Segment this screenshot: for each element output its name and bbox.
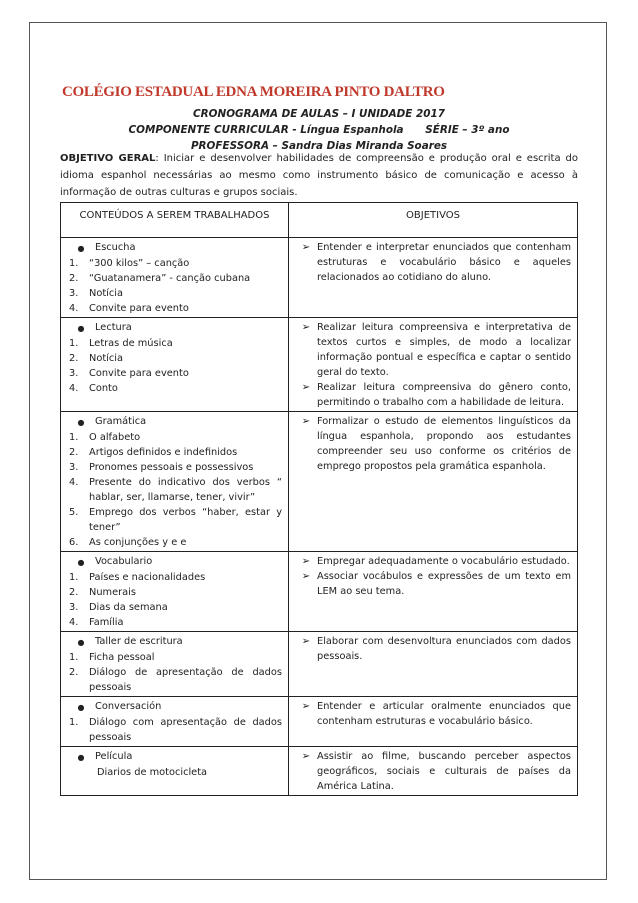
objective-item [295,320,571,380]
item-number: 3. [69,288,79,299]
item-text: “Guatanamera” - canção cubana [89,273,251,284]
item-number: 1. [69,652,79,663]
list-item [67,585,282,600]
list-item [67,366,282,381]
table-row [61,412,578,552]
content-list [67,570,282,630]
topic-line [67,749,282,765]
bullet-icon: ● [77,753,85,762]
item-number: 4. [69,383,79,394]
item-text: Notícia [89,288,123,299]
item-text: Notícia [89,353,123,364]
objectives-cell [289,697,578,747]
content-list [67,650,282,695]
item-text: As conjunções y e e [89,537,187,548]
general-objective [60,150,578,201]
school-name: COLÉGIO ESTADUAL EDNA MOREIRA PINTO DALTRO [62,84,445,100]
list-item [67,535,282,550]
item-number: 4. [69,303,79,314]
list-item [67,475,282,505]
table-row [61,318,578,412]
subject-line: COMPONENTE CURRICULAR - Língua Espanhola SÉRIE – 3º ano [128,124,510,136]
list-item [67,430,282,445]
item-text: Convite para evento [89,303,189,314]
item-text: Convite para evento [89,368,189,379]
list-item [67,650,282,665]
item-text: Letras de música [89,338,173,349]
table-row [61,747,578,796]
content-list [67,430,282,550]
arrow-bullet-icon: ➢ [301,322,311,333]
item-number: 5. [69,507,79,518]
topic-line [67,414,282,430]
list-item [67,351,282,366]
item-text: O alfabeto [89,432,141,443]
arrow-bullet-icon: ➢ [301,751,311,762]
item-number: 1. [69,572,79,583]
topic-title: Película [95,751,133,762]
item-number: 6. [69,537,79,548]
bullet-icon: ● [77,558,85,567]
item-number: 3. [69,462,79,473]
bullet-icon: ● [77,703,85,712]
content-cell [61,318,289,412]
objectives-cell [289,632,578,697]
item-number: 1. [69,432,79,443]
content-column-header: CONTEÚDOS A SEREM TRABALHADOS [61,203,289,238]
list-item [67,286,282,301]
objective-item [295,240,571,285]
topic-subtitle: Diarios de motocicleta [97,767,208,778]
topic-line [67,554,282,570]
item-number: 3. [69,602,79,613]
content-cell [61,412,289,552]
objective-text: Formalizar o estudo de elementos linguísticos da língua espanhola, propondo aos estudantes compreender seu uso conforme os critérios de emprego propostos pela gramática espanhola. [317,416,571,472]
item-text: Família [89,617,124,628]
objective-text: Associar vocábulos e expressões de um texto em LEM ao seu tema. [317,571,571,597]
bullet-icon: ● [77,244,85,253]
item-text: Presente do indicativo dos verbos “ hablar, ser, llamarse, tener, vivir” [89,477,282,503]
topic-title: Vocabulario [95,556,153,567]
item-text: Pronomes pessoais e possessivos [89,462,254,473]
arrow-bullet-icon: ➢ [301,636,311,647]
item-text: Conto [89,383,118,394]
bullet-icon: ● [77,324,85,333]
objective-text: Assistir ao filme, buscando perceber aspectos geográficos, sociais e culturais de países da América Latina. [317,751,571,792]
topic-title: Escucha [95,242,136,253]
item-number: 2. [69,667,79,678]
objectives-cell [289,238,578,318]
topic-title: Gramática [95,416,147,427]
topic-line [67,320,282,336]
item-text: Numerais [89,587,136,598]
objectives-cell [289,412,578,552]
item-number: 4. [69,617,79,628]
topic-title: Conversación [95,701,162,712]
arrow-bullet-icon: ➢ [301,416,311,427]
topic-title: Lectura [95,322,132,333]
list-item [67,570,282,585]
list-item [67,271,282,286]
objective-text: Entender e articular oralmente enunciados que contenham estruturas e vocabulário básico. [317,701,571,727]
list-item [67,381,282,396]
item-number: 3. [69,368,79,379]
list-item [67,445,282,460]
objective-item [295,749,571,794]
item-number: 2. [69,587,79,598]
objective-text: Realizar leitura compreensiva do gênero conto, permitindo o trabalho com a habilidade de leitura. [317,382,571,408]
objective-text: Elaborar com desenvoltura enunciados com dados pessoais. [317,636,571,662]
bullet-icon: ● [77,418,85,427]
general-objective-label: OBJETIVO GERAL [60,153,156,164]
table-row [61,697,578,747]
content-cell [61,747,289,796]
item-text: Artigos definidos e indefinidos [89,447,238,458]
arrow-bullet-icon: ➢ [301,382,311,393]
list-item [67,336,282,351]
content-list [67,336,282,396]
content-cell [61,238,289,318]
item-number: 2. [69,447,79,458]
item-text: Diálogo com apresentação de dados pessoais [89,717,282,743]
item-number: 1. [69,717,79,728]
content-cell [61,632,289,697]
list-item [67,460,282,475]
content-cell [61,552,289,632]
list-item [67,715,282,745]
arrow-bullet-icon: ➢ [301,701,311,712]
objectives-cell [289,552,578,632]
arrow-bullet-icon: ➢ [301,571,311,582]
item-text: Emprego dos verbos “haber, estar y tener” [89,507,282,533]
list-item [67,256,282,271]
objective-item [295,634,571,664]
item-text: Países e nacionalidades [89,572,206,583]
content-list [67,256,282,316]
bullet-icon: ● [77,638,85,647]
topic-title: Taller de escritura [95,636,183,647]
objective-item [295,380,571,410]
list-item [67,600,282,615]
objective-item [295,554,571,569]
item-text: Diálogo de apresentação de dados pessoais [89,667,282,693]
table-row [61,552,578,632]
item-number: 2. [69,353,79,364]
list-item [67,615,282,630]
schedule-title: CRONOGRAMA DE AULAS – I UNIDADE 2017 [193,108,445,120]
topic-line [67,240,282,256]
item-text: Ficha pessoal [89,652,155,663]
list-item [67,301,282,316]
objective-item [295,414,571,474]
item-number: 2. [69,273,79,284]
objective-text: Empregar adequadamente o vocabulário estudado. [317,556,570,567]
table-row [61,238,578,318]
item-text: “300 kilos” – canção [89,258,190,269]
table-row [61,632,578,697]
objective-item [295,699,571,729]
general-objective-text: : Iniciar e desenvolver habilidades de compreensão e produção oral e escrita do idioma espanhol necessárias ao mesmo como instrumento básico de comunicação e acesso à informação de outras culturas e grupos sociais. [60,153,578,198]
objectives-column-header: OBJETIVOS [289,203,578,238]
topic-line [67,634,282,650]
item-number: 1. [69,338,79,349]
arrow-bullet-icon: ➢ [301,242,311,253]
objective-text: Entender e interpretar enunciados que contenham estruturas e vocabulário básico e aqueles relacionados ao cotidiano do aluno. [317,242,571,283]
content-table [60,202,578,796]
teacher-line: PROFESSORA – Sandra Dias Miranda Soares [190,140,448,152]
item-number: 1. [69,258,79,269]
item-text: Dias da semana [89,602,168,613]
item-number: 4. [69,477,79,488]
objectives-cell [289,747,578,796]
content-cell [61,697,289,747]
objective-text: Realizar leitura compreensiva e interpretativa de textos curtos e simples, de modo a localizar informação pontual e específica e captar o sentido geral do texto. [317,322,571,378]
list-item [67,505,282,535]
objectives-cell [289,318,578,412]
objective-item [295,569,571,599]
list-item [67,665,282,695]
arrow-bullet-icon: ➢ [301,556,311,567]
topic-line [67,699,282,715]
content-list [67,715,282,745]
